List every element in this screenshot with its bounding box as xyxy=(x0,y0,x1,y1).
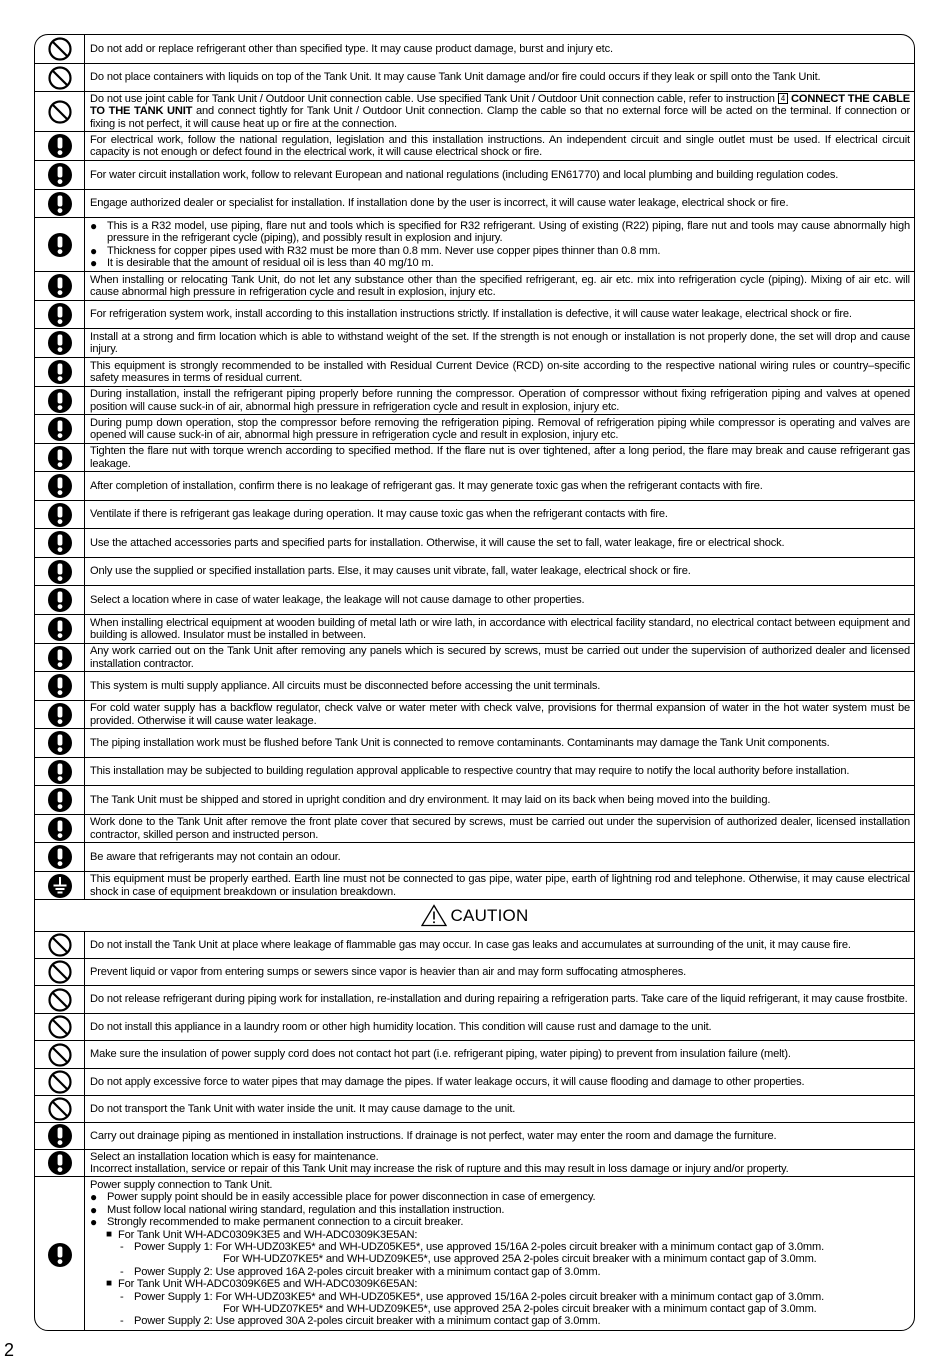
row-text-line: Select an installation location which is easy for maintenance. xyxy=(90,1150,379,1163)
bullet-item: ● This is a R32 model, use piping, flare nut and tools which is specified for R32 refrigerant. Using of existing (R22) piping, flare nut and tools may cause abnormally high pressure in the refrigerant cycle (piping), and possibly result in explosion and injury. xyxy=(90,218,910,245)
warning-triangle-icon xyxy=(421,904,447,927)
row-text: Carry out drainage piping as mentioned in installation instructions. If drainage is not perfect, water may enter the room and damage the furniture. xyxy=(90,1129,777,1142)
mandatory-icon xyxy=(35,329,85,357)
mandatory-icon xyxy=(35,161,85,189)
row-text: For refrigeration system work, install according to this installation instructions strictly. If installation is defective, it will cause water leakage, electrical shock or fire. xyxy=(90,308,852,321)
mandatory-icon xyxy=(35,586,85,614)
bullet-item: ● Must follow local national wiring standard, regulation and this installation instruction. xyxy=(90,1202,505,1217)
mandatory-icon xyxy=(35,758,85,785)
caution-row xyxy=(35,1014,914,1041)
warning-row xyxy=(35,415,914,444)
mandatory-icon xyxy=(35,529,85,557)
row-text: Make sure the insulation of power supply cord does not contact hot part (i.e. refrigerant piping, water piping) to prevent from insulation failure (melt). xyxy=(90,1048,791,1061)
power-supply-line: - Power Supply 1: For WH-UDZ03KE5* and WH-UDZ05KE5*, use approved 15/16A 2-poles circuit breaker with a minimum contact gap of 3.0mm. xyxy=(120,1241,825,1254)
prohibit-icon xyxy=(35,1041,85,1068)
row-text: Do not install the Tank Unit at place where leakage of flammable gas may occur. In case gas leaks and accumulates at surrounding of the unit, it may cause fire. xyxy=(90,938,851,951)
warning-row xyxy=(35,529,914,558)
row-text: Do not transport the Tank Unit with water inside the unit. It may cause damage to the unit. xyxy=(90,1102,516,1115)
warning-row xyxy=(35,132,914,161)
mandatory-icon xyxy=(35,132,85,160)
warning-row xyxy=(35,872,914,900)
row-text: Ventilate if there is refrigerant gas leakage during operation. It may cause toxic gas when the refrigerant contacts with fire. xyxy=(90,508,668,521)
power-supply-line: - Power Supply 1: For WH-UDZ03KE5* and WH-UDZ05KE5*, use approved 15/16A 2-poles circuit breaker with a minimum contact gap of 3.0mm. xyxy=(120,1290,825,1303)
row-text: This installation may be subjected to building regulation approval applicable to respective country that may require to notify the local authority before installation. xyxy=(90,765,850,778)
page-number: 2 xyxy=(4,1340,15,1360)
safety-table xyxy=(34,34,915,1331)
caution-row xyxy=(35,986,914,1014)
row-text-line: Incorrect installation, service or repair of this Tank Unit may increase the risk of rupture and this may result in loss damage or injury and/or property. xyxy=(90,1163,789,1175)
row-text xyxy=(90,93,910,130)
warning-row xyxy=(35,786,914,815)
mandatory-icon xyxy=(35,558,85,585)
row-text: The Tank Unit must be shipped and stored in upright condition and dry environment. It may laid on its back when being moved into the building. xyxy=(90,793,771,806)
row-text: This system is multi supply appliance. All circuits must be disconnected before accessing the unit terminals. xyxy=(90,679,601,692)
warning-row xyxy=(35,387,914,415)
row-text-part: and connect tightly for Tank Unit / Outdoor Unit connection. Clamp the cable so that no external force will be acted on the terminal. If connection or fixing is not perfect, it will cause heat up or fire at the connection. xyxy=(90,105,911,130)
mandatory-icon xyxy=(35,190,85,217)
row-text: Be aware that refrigerants may not contain an odour. xyxy=(90,850,341,863)
warning-row xyxy=(35,843,914,872)
warning-row xyxy=(35,358,914,387)
power-supply-line: - Power Supply 2: Use approved 30A 2-poles circuit breaker with a minimum contact gap of 3.0mm. xyxy=(120,1315,601,1328)
caution-row xyxy=(35,1041,914,1069)
mandatory-icon xyxy=(35,1150,85,1176)
warning-row xyxy=(35,586,914,615)
row-text: When installing electrical equipment at wooden building of metal lath or wire lath, in accordance with electrical facility standard, no electrical contact between equipment and building is allowed. Insulator must be installed in between. xyxy=(90,616,910,641)
mandatory-icon xyxy=(35,1123,85,1149)
row-text: Any work carried out on the Tank Unit after removing any panels which is secured by screws, must be carried out under the supervision of authorized dealer and licensed installation contractor. xyxy=(90,645,910,670)
bullet-item: ● Strongly recommended to make permanent connection to a circuit breaker. xyxy=(90,1215,464,1230)
warning-row xyxy=(35,644,914,672)
mandatory-icon xyxy=(35,358,85,386)
warning-row xyxy=(35,501,914,529)
caution-row xyxy=(35,1096,914,1123)
warning-row xyxy=(35,758,914,786)
prohibit-icon xyxy=(35,986,85,1013)
warning-row xyxy=(35,64,914,92)
tank-unit-group-title: ■ For Tank Unit WH-ADC0309K6E5 and WH-ADC0309K6E5AN: xyxy=(106,1278,418,1291)
prohibit-icon xyxy=(35,1014,85,1040)
mandatory-icon xyxy=(35,272,85,300)
mandatory-icon xyxy=(35,301,85,328)
caution-row xyxy=(35,1069,914,1096)
caution-header xyxy=(35,900,914,932)
warning-row xyxy=(35,329,914,358)
row-text: Do not place containers with liquids on top of the Tank Unit. It may cause Tank Unit damage and/or fire could occurs if they leak or spill onto the Tank Unit. xyxy=(90,71,821,84)
bullet-item: ● It is desirable that the amount of residual oil is less than 40 mg/10 m. xyxy=(90,255,434,270)
row-text: This equipment is strongly recommended to be installed with Residual Current Device (RCD) on-site according to the respective national wiring rules or country–specific safety measures in terms of residual current. xyxy=(90,359,910,384)
row-text: When installing or relocating Tank Unit, do not let any substance other than the specified refrigerant, eg. air etc. mix into refrigeration cycle (piping). Mixing of air etc. will cause abnormal high pressure in refrigeration cycle and result in explosion, injury etc. xyxy=(90,273,910,298)
row-text: The piping installation work must be flushed before Tank Unit is connected to remove contaminants. Contaminants may damage the Tank Unit components. xyxy=(90,736,830,749)
mandatory-icon xyxy=(35,415,85,443)
prohibit-icon xyxy=(35,64,85,91)
warning-row xyxy=(35,701,914,729)
row-text: For electrical work, follow the national regulation, legislation and this installation instructions. An independent circuit and single outlet must be used. If electrical circuit capacity is not enough or defect found in the electrical work, it will cause electrical shock or fire. xyxy=(90,133,910,158)
prohibit-icon xyxy=(35,932,85,958)
row-text: Do not add or replace refrigerant other than specified type. It may cause product damage, burst and injury etc. xyxy=(90,42,613,55)
row-text: Use the attached accessories parts and specified parts for installation. Otherwise, it will cause the set to fall, water leakage, fire or electrical shock. xyxy=(90,536,785,549)
row-text: During pump down operation, stop the compressor before removing the refrigeration piping. Removal of refrigeration piping while compressor is operating and valves are opened will cause suck-in of air, abnormal high pressure in refrigeration cycle and result in explosion, injury etc. xyxy=(90,416,910,441)
mandatory-icon xyxy=(35,615,85,643)
prohibit-icon xyxy=(35,92,85,131)
warning-row xyxy=(35,35,914,64)
prohibit-icon xyxy=(35,1069,85,1095)
row-text: Tighten the flare nut with torque wrench according to specified method. If the flare nut is over tightened, after a long period, the flare may break and cause refrigerant gas leakage. xyxy=(90,445,910,470)
row-text: Engage authorized dealer or specialist for installation. If installation done by the user is incorrect, it will cause water leakage, electrical shock or fire. xyxy=(90,197,789,210)
warning-row xyxy=(35,444,914,472)
caution-row xyxy=(35,1150,914,1177)
warning-row xyxy=(35,190,914,218)
section-reference: CONNECT THE CABLE TO THE TANK UNIT xyxy=(90,92,910,118)
row-text: Do not apply excessive force to water pipes that may damage the pipes. If water leakage occurs, it will cause flooding and damage to other properties. xyxy=(90,1075,805,1088)
row-text: Install at a strong and firm location which is able to withstand weight of the set. If the strength is not enough or installation is not properly done, the set will drop and cause injury. xyxy=(90,330,910,355)
row-text: After completion of installation, confirm there is no leakage of refrigerant gas. It may generate toxic gas when the refrigerant contacts with fire. xyxy=(90,479,763,492)
caution-row xyxy=(35,959,914,986)
mandatory-icon xyxy=(35,444,85,471)
warning-row xyxy=(35,272,914,301)
warning-row xyxy=(35,615,914,644)
mandatory-icon xyxy=(35,786,85,814)
row-text: Do not release refrigerant during piping work for installation, re-installation and during repairing a refrigeration parts. Take care of the liquid refrigerant, it may cause frostbite. xyxy=(90,993,908,1006)
power-supply-line: - Power Supply 2: Use approved 16A 2-poles circuit breaker with a minimum contact gap of 3.0mm. xyxy=(120,1265,601,1278)
mandatory-icon xyxy=(35,1177,85,1331)
prohibit-icon xyxy=(35,1096,85,1122)
row-text: For water circuit installation work, follow to relevant European and national regulations (including EN61770) and local plumbing and building regulation codes. xyxy=(90,168,839,181)
warning-row xyxy=(35,815,914,843)
mandatory-icon xyxy=(35,644,85,671)
row-text: Select a location where in case of water leakage, the leakage will not cause damage to other properties. xyxy=(90,593,585,606)
section-number-box: 4 xyxy=(778,93,788,104)
tank-unit-group-title: ■ For Tank Unit WH-ADC0309K3E5 and WH-ADC0309K3E5AN: xyxy=(106,1228,418,1241)
mandatory-icon xyxy=(35,815,85,842)
warning-row xyxy=(35,218,914,272)
earth-icon xyxy=(35,872,85,899)
prohibit-icon xyxy=(35,959,85,985)
mandatory-icon xyxy=(35,843,85,871)
bullet-item: ● Thickness for copper pipes used with R32 must be more than 0.8 mm. Never use copper pipes thinner than 0.8 mm. xyxy=(90,243,661,258)
caution-label: CAUTION xyxy=(450,905,529,925)
warning-row xyxy=(35,301,914,329)
warning-row xyxy=(35,472,914,501)
warning-row xyxy=(35,558,914,586)
mandatory-icon xyxy=(35,501,85,528)
warning-row xyxy=(35,92,914,132)
mandatory-icon xyxy=(35,387,85,414)
row-text: During installation, install the refrigerant piping properly before running the compressor. Operation of compressor without fixing refrigeration piping and valves at opened position will cause suck-in of air, abnormal high pressure in refrigeration cycle and result in explosion, injury etc. xyxy=(90,388,910,413)
power-supply-row xyxy=(35,1177,914,1331)
row-text: Prevent liquid or vapor from entering sumps or sewers since vapor is heavier than air and may form suffocating atmospheres. xyxy=(90,965,687,978)
prohibit-icon xyxy=(35,35,85,63)
mandatory-icon xyxy=(35,472,85,500)
caution-row xyxy=(35,1123,914,1150)
power-supply-line: For WH-UDZ07KE5* and WH-UDZ09KE5*, use approved 25A 2-poles circuit breaker with a minimum contact gap of 3.0mm. xyxy=(223,1303,817,1316)
bullet-item: ● Power supply point should be in easily accessible place for power disconnection in case of emergency. xyxy=(90,1190,596,1205)
caution-row xyxy=(35,932,914,959)
row-text: For cold water supply has a backflow regulator, check valve or water meter with check valve, provisions for thermal expansion of water in the hot water system must be provided. Otherwise it will cause water leakage. xyxy=(90,702,910,727)
warning-row xyxy=(35,672,914,701)
mandatory-icon xyxy=(35,672,85,700)
warning-row xyxy=(35,729,914,758)
power-supply-line: For WH-UDZ07KE5* and WH-UDZ09KE5*, use approved 25A 2-poles circuit breaker with a minimum contact gap of 3.0mm. xyxy=(223,1253,817,1266)
warning-row xyxy=(35,161,914,190)
row-text: This equipment must be properly earthed. Earth line must not be connected to gas pipe, water pipe, earth of lightning rod and telephone. Otherwise, it may cause electrical shock in case of equipment breakdown or insulation breakdown. xyxy=(90,873,910,898)
power-heading: Power supply connection to Tank Unit. xyxy=(90,1179,273,1191)
row-text: Do not install this appliance in a laundry room or other high humidity location. This condition will cause rust and damage to the unit. xyxy=(90,1020,712,1033)
row-text-part: Do not use joint cable for Tank Unit / Outdoor Unit connection cable. Use specified Tank Unit / Outdoor Unit connection cable, refer to instruction xyxy=(90,92,775,105)
mandatory-icon xyxy=(35,701,85,728)
mandatory-icon xyxy=(35,218,85,271)
row-text: Work done to the Tank Unit after remove the front plate cover that secured by screws, must be carried out under the supervision of authorized dealer, licensed installation contractor, skilled person and instructed person. xyxy=(90,816,910,841)
mandatory-icon xyxy=(35,729,85,757)
row-text: Only use the supplied or specified installation parts. Else, it may causes unit vibrate, fall, water leakage, electrical shock or fire. xyxy=(90,565,691,578)
